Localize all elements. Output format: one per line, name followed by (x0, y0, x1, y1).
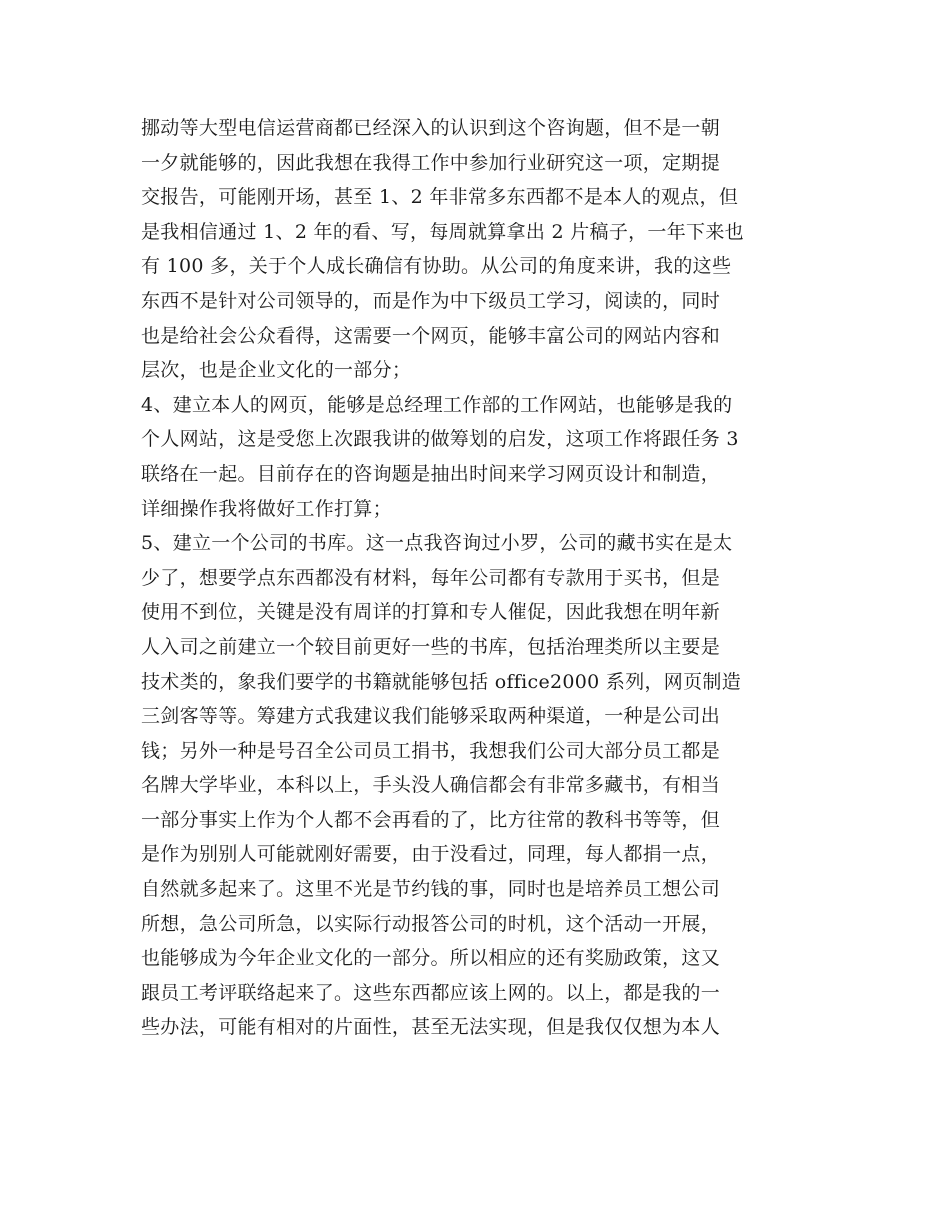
document-body (141, 111, 821, 1045)
text-line: 也是给社会公众看得，这需要一个网页，能够丰富公司的网站内容和 (141, 324, 721, 347)
text-line: 名牌大学毕业，本科以上，手头没人确信都会有非常多藏书，有相当 (141, 774, 721, 797)
text-line: 三剑客等等。筹建方式我建议我们能够采取两种渠道，一种是公司出 (141, 705, 721, 728)
text-line: 跟员工考评联络起来了。这些东西都应该上网的。以上，都是我的一 (141, 981, 721, 1004)
text-line: 交报告，可能刚开场，甚至 1、2 年非常多东西都不是本人的观点，但 (141, 186, 739, 209)
text-line: 是我相信通过 1、2 年的看、写，每周就算拿出 2 片稿子，一年下来也 (141, 220, 744, 243)
text-line: 技术类的，象我们要学的书籍就能够包括 office2000 系列，网页制造 (141, 670, 741, 693)
text-line: 自然就多起来了。这里不光是节约钱的事，同时也是培养员工想公司 (141, 878, 721, 901)
text-line: 详细操作我将做好工作打算； (141, 497, 392, 520)
text-line: 个人网站，这是受您上次跟我讲的做筹划的启发，这项工作将跟任务 3 (141, 428, 739, 451)
text-line: 5、建立一个公司的书库。这一点我咨询过小罗，公司的藏书实在是太 (141, 532, 733, 555)
text-line: 有 100 多，关于个人成长确信有协助。从公司的角度来讲，我的这些 (141, 255, 732, 278)
text-line: 一夕就能够的，因此我想在我得工作中参加行业研究这一项，定期提 (141, 151, 721, 174)
text-line: 钱；另外一种是号召全公司员工捐书，我想我们公司大部分员工都是 (141, 739, 721, 762)
text-line: 使用不到位，关键是没有周详的打算和专人催促，因此我想在明年新 (141, 601, 721, 624)
text-line: 联络在一起。目前存在的咨询题是抽出时间来学习网页设计和制造， (141, 462, 721, 485)
text-line: 东西不是针对公司领导的，而是作为中下级员工学习，阅读的，同时 (141, 289, 721, 312)
text-line: 所想，急公司所急，以实际行动报答公司的时机，这个活动一开展， (141, 912, 721, 935)
text-line: 一部分事实上作为个人都不会再看的了，比方往常的教科书等等，但 (141, 808, 721, 831)
text-line: 层次，也是企业文化的一部分； (141, 359, 412, 382)
text-line: 少了，想要学点东西都没有材料，每年公司都有专款用于买书，但是 (141, 566, 721, 589)
text-line: 挪动等大型电信运营商都已经深入的认识到这个咨询题，但不是一朝 (141, 117, 721, 139)
text-line: 些办法，可能有相对的片面性，甚至无法实现，但是我仅仅想为本人 (141, 1016, 721, 1039)
text-line: 是作为别别人可能就刚好需要，由于没看过，同理，每人都捐一点， (141, 843, 721, 866)
text-line: 也能够成为今年企业文化的一部分。所以相应的还有奖励政策，这又 (141, 947, 721, 970)
text-line: 4、建立本人的网页，能够是总经理工作部的工作网站，也能够是我的 (141, 393, 733, 416)
text-line: 人入司之前建立一个较目前更好一些的书库，包括治理类所以主要是 (141, 635, 721, 658)
